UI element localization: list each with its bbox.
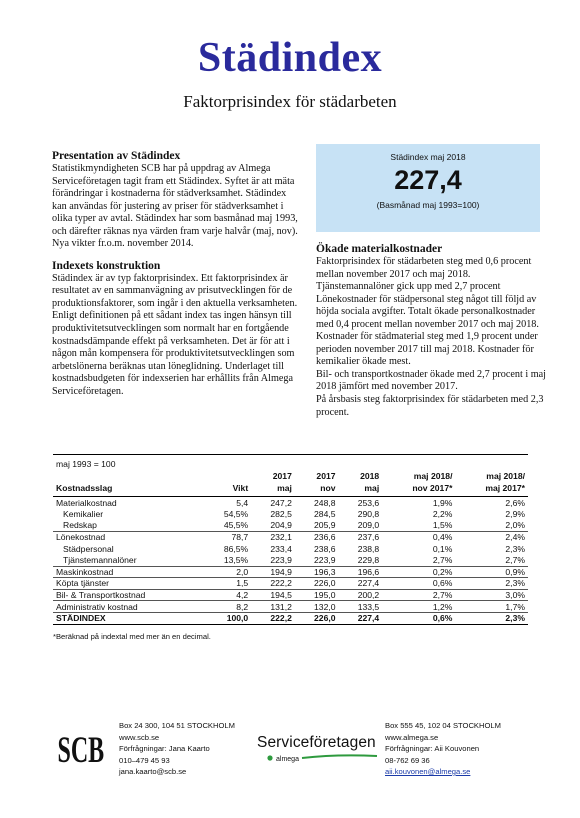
page-subtitle: Faktorprisindex för städarbeten bbox=[183, 92, 397, 111]
table-cell: 100,0 bbox=[203, 612, 251, 624]
scb-web-link[interactable]: www.scb.se bbox=[119, 732, 160, 742]
table-cell: 196,6 bbox=[339, 566, 383, 578]
costs-paragraph-5: På årsbasis steg faktorprisindex för städarbeten med 2,3 procent. bbox=[316, 394, 544, 418]
scb-phone: 010–479 45 93 bbox=[119, 755, 170, 765]
index-box-base: (Basmånad maj 1993=100) bbox=[376, 200, 480, 210]
row-label: Köpta tjänster bbox=[53, 578, 203, 590]
costs-paragraph-4: Bil- och transportkostnader ökade med 2,7 procent i maj 2018 jämfört med november 2017. bbox=[316, 368, 547, 393]
table-cell: 284,5 bbox=[314, 508, 336, 519]
table-cell: 45,5% bbox=[223, 520, 249, 531]
table-header-cell bbox=[251, 470, 295, 497]
table-cell: 236,6 bbox=[295, 531, 339, 543]
row-label: Bil- & Transportkostnad bbox=[53, 589, 203, 601]
serviceforetagen-logo bbox=[257, 734, 379, 766]
costs-paragraph-1: Faktorprisindex för städarbeten steg med 0,6 procent mellan november 2017 och maj 2018. bbox=[316, 256, 532, 280]
serviceforetagen-logo-text: Serviceföretagen bbox=[257, 734, 376, 751]
scb-email-link[interactable]: jana.kaarto@scb.se bbox=[119, 767, 187, 776]
table-cell: 237,6 bbox=[339, 531, 383, 543]
row-label: STÄDINDEX bbox=[53, 612, 203, 624]
table-cell: 5,4 bbox=[236, 497, 249, 508]
table-cell: 8,2 bbox=[203, 601, 251, 613]
index-table-section bbox=[53, 454, 528, 641]
table-cell: 2,9% bbox=[505, 508, 525, 519]
scb-logo bbox=[57, 728, 105, 771]
construction-text: Städindex är av typ faktorprisindex. Ett faktorprisindex är resultatet av en sammanvägning av prisutvecklingen för de produktionsfaktorer, som ingår i den aktuella verksamheten. Enligt definitionen på ett sådant index tas ingen hänsyn till produktivitetsutvecklingen som normalt har en fortgående kostnadsdämpande effekt på verksamheten. Det är för att i någon mån kompensera för produktivitetsutvecklingen som arbetslönerna beräknas utan löneglidning. Underlaget till kostnadsbudgeten för indexserien har erhållits från Almega Serviceföretagen. bbox=[52, 272, 298, 397]
table-header-change: maj 2018/ nov 2017* bbox=[412, 471, 453, 493]
table-header-period: 2017 nov bbox=[316, 471, 336, 493]
table-cell: 238,8 bbox=[357, 543, 380, 554]
table-cell: 131,2 bbox=[251, 601, 295, 613]
table-cell: 194,5 bbox=[251, 589, 295, 601]
table-header-weight: Vikt bbox=[232, 483, 249, 493]
table-cell: 196,3 bbox=[295, 566, 339, 578]
table-cell: 2,0% bbox=[505, 520, 525, 531]
table-cell: 2,7% bbox=[382, 589, 455, 601]
table-cell: 0,4% bbox=[382, 531, 455, 543]
table-row bbox=[53, 601, 528, 613]
table-cell: 13,5% bbox=[223, 555, 249, 566]
left-column bbox=[52, 150, 302, 398]
table-cell: 282,5 bbox=[270, 508, 292, 519]
costs-paragraph-2: Tjänstemannalöner gick upp med 2,7 procent Lönekostnader för städpersonal steg något till följd av höjda sociala avgifter. Totalt ökade personalkostnader med 0,4 procent mellan november 2017 och maj 2018. bbox=[316, 281, 539, 330]
scb-logo-text: SCB bbox=[57, 728, 105, 771]
table-cell: 2,6% bbox=[505, 497, 525, 508]
table-row bbox=[53, 531, 528, 543]
construction-heading: Indexets konstruktion bbox=[52, 259, 161, 272]
table-header-cell bbox=[203, 470, 251, 497]
table-cell: 232,1 bbox=[251, 531, 295, 543]
index-box-value: 227,4 bbox=[394, 165, 462, 195]
table-row bbox=[53, 543, 528, 555]
table-header-period: 2018 maj bbox=[360, 471, 380, 493]
page-title: Städindex bbox=[197, 35, 383, 81]
table-header-cell: Kostnadsslag bbox=[53, 470, 203, 497]
row-label: Redskap bbox=[63, 520, 97, 531]
table-cell: 222,2 bbox=[251, 578, 295, 590]
table-cell: 0,6% bbox=[382, 578, 455, 590]
table-cell: 2,0 bbox=[203, 566, 251, 578]
table-row bbox=[53, 578, 528, 590]
table-row bbox=[53, 508, 528, 520]
table-row bbox=[53, 589, 528, 601]
table-cell: 1,9% bbox=[432, 497, 453, 508]
table-cell: 3,0% bbox=[455, 589, 528, 601]
table-cell: 2,3% bbox=[505, 543, 525, 554]
table-cell: 247,2 bbox=[270, 497, 292, 508]
costs-heading: Ökade materialkostnader bbox=[316, 243, 443, 255]
table-cell: 253,6 bbox=[357, 497, 380, 508]
presentation-heading: Presentation av Städindex bbox=[52, 150, 181, 162]
table-cell: 0,1% bbox=[432, 543, 453, 554]
almega-email-link[interactable]: aii.kouvonen@almega.se bbox=[385, 767, 471, 776]
table-header-cell bbox=[295, 470, 339, 497]
table-cell: 229,8 bbox=[357, 555, 380, 566]
scb-address: Box 24 300, 104 51 STOCKHOLM bbox=[119, 721, 235, 730]
row-label: Administrativ kostnad bbox=[53, 601, 203, 613]
table-cell: 200,2 bbox=[339, 589, 383, 601]
table-header-row bbox=[53, 470, 528, 497]
table-cell: 233,4 bbox=[270, 543, 292, 554]
table-cell: 0,2% bbox=[382, 566, 455, 578]
table-footnote: *Beräknad på indextal med mer än en decimal. bbox=[53, 631, 211, 641]
row-label: Tjänstemannalöner bbox=[63, 555, 137, 566]
presentation-text: Statistikmyndigheten SCB har på uppdrag av Almega Serviceföretagen tagit fram ett Städindex. Syftet är att mäta förändringar i kostnaderna för städverksamhet. Städindex kan användas för justering av priser för städverksamhet i olika typer av avtal. Städindex har som basmånad maj 1993, och därefter räknas nya värden fram varje halvår (maj, nov). Nya vikter fr.o.m. november 2014. bbox=[52, 163, 298, 250]
table-cell: 1,7% bbox=[455, 601, 528, 613]
almega-contact-block bbox=[385, 720, 501, 778]
table-cell: 223,9 bbox=[270, 555, 292, 566]
scb-contact-block bbox=[119, 720, 235, 778]
table-unit-label: maj 1993 = 100 bbox=[56, 459, 116, 469]
table-cell: 2,4% bbox=[455, 531, 528, 543]
index-box-label: Städindex maj 2018 bbox=[390, 152, 466, 162]
serviceforetagen-logo-swoosh bbox=[257, 752, 379, 764]
almega-phone: 08-762 69 36 bbox=[385, 755, 430, 765]
row-label: Maskinkostnad bbox=[53, 566, 203, 578]
index-highlight-box bbox=[316, 144, 540, 232]
table-cell: 1,2% bbox=[382, 601, 455, 613]
table-row bbox=[53, 497, 528, 509]
table-cell: 226,0 bbox=[295, 612, 339, 624]
table-cell: 1,5% bbox=[432, 520, 453, 531]
table-cell: 222,2 bbox=[251, 612, 295, 624]
table-cell: 2,7% bbox=[432, 555, 453, 566]
table-body bbox=[53, 497, 528, 625]
right-column bbox=[316, 144, 548, 419]
table-header-cell bbox=[339, 470, 383, 497]
table-header-change: maj 2018/ maj 2017* bbox=[485, 471, 525, 493]
table-row bbox=[53, 566, 528, 578]
row-label: Kemikalier bbox=[63, 508, 104, 519]
scb-contact-person: Förfrågningar: Jana Kaarto bbox=[119, 744, 210, 753]
table-cell: 132,0 bbox=[295, 601, 339, 613]
table-cell: 226,0 bbox=[295, 578, 339, 590]
table-cell: 238,6 bbox=[314, 543, 336, 554]
table-cell: 0,9% bbox=[455, 566, 528, 578]
table-cell: 248,8 bbox=[314, 497, 336, 508]
table-cell: 209,0 bbox=[357, 520, 380, 531]
page-footer bbox=[0, 710, 580, 800]
row-label: Städpersonal bbox=[63, 543, 114, 554]
table-cell: 54,5% bbox=[223, 508, 249, 519]
table-cell: 195,0 bbox=[295, 589, 339, 601]
index-table bbox=[53, 470, 528, 625]
row-label: Materialkostnad bbox=[56, 497, 117, 508]
table-cell: 2,7% bbox=[505, 555, 525, 566]
table-row bbox=[53, 612, 528, 624]
table-cell: 4,2 bbox=[203, 589, 251, 601]
costs-paragraph-3: Kostnader för städmaterial steg med 1,9 procent under perioden november 2017 till maj 2018. Kostnader för kemikalier ökade mest. bbox=[316, 331, 538, 368]
table-cell: 1,5 bbox=[203, 578, 251, 590]
table-cell: 290,8 bbox=[357, 508, 380, 519]
table-cell: 194,9 bbox=[251, 566, 295, 578]
almega-address: Box 555 45, 102 04 STOCKHOLM bbox=[385, 721, 501, 730]
table-cell: 227,4 bbox=[339, 578, 383, 590]
table-cell: 223,9 bbox=[314, 555, 336, 566]
almega-web-link[interactable]: www.almega.se bbox=[385, 732, 439, 742]
table-cell: 205,9 bbox=[314, 520, 336, 531]
table-cell: 133,5 bbox=[339, 601, 383, 613]
table-cell: 78,7 bbox=[203, 531, 251, 543]
table-cell: 204,9 bbox=[270, 520, 292, 531]
table-cell: 2,2% bbox=[432, 508, 453, 519]
table-header-cell bbox=[455, 470, 528, 497]
table-header-cell bbox=[382, 470, 455, 497]
table-row bbox=[53, 554, 528, 566]
table-cell: 227,4 bbox=[339, 612, 383, 624]
table-cell: 0,6% bbox=[382, 612, 455, 624]
table-cell: 2,3% bbox=[455, 612, 528, 624]
table-row bbox=[53, 520, 528, 532]
table-cell: 2,3% bbox=[455, 578, 528, 590]
almega-logo-text: almega bbox=[276, 756, 299, 763]
row-label: Lönekostnad bbox=[53, 531, 203, 543]
almega-contact-person: Förfrågningar: Aii Kouvonen bbox=[385, 744, 480, 753]
table-cell: 86,5% bbox=[223, 543, 249, 554]
table-header-period: 2017 maj bbox=[272, 471, 292, 493]
